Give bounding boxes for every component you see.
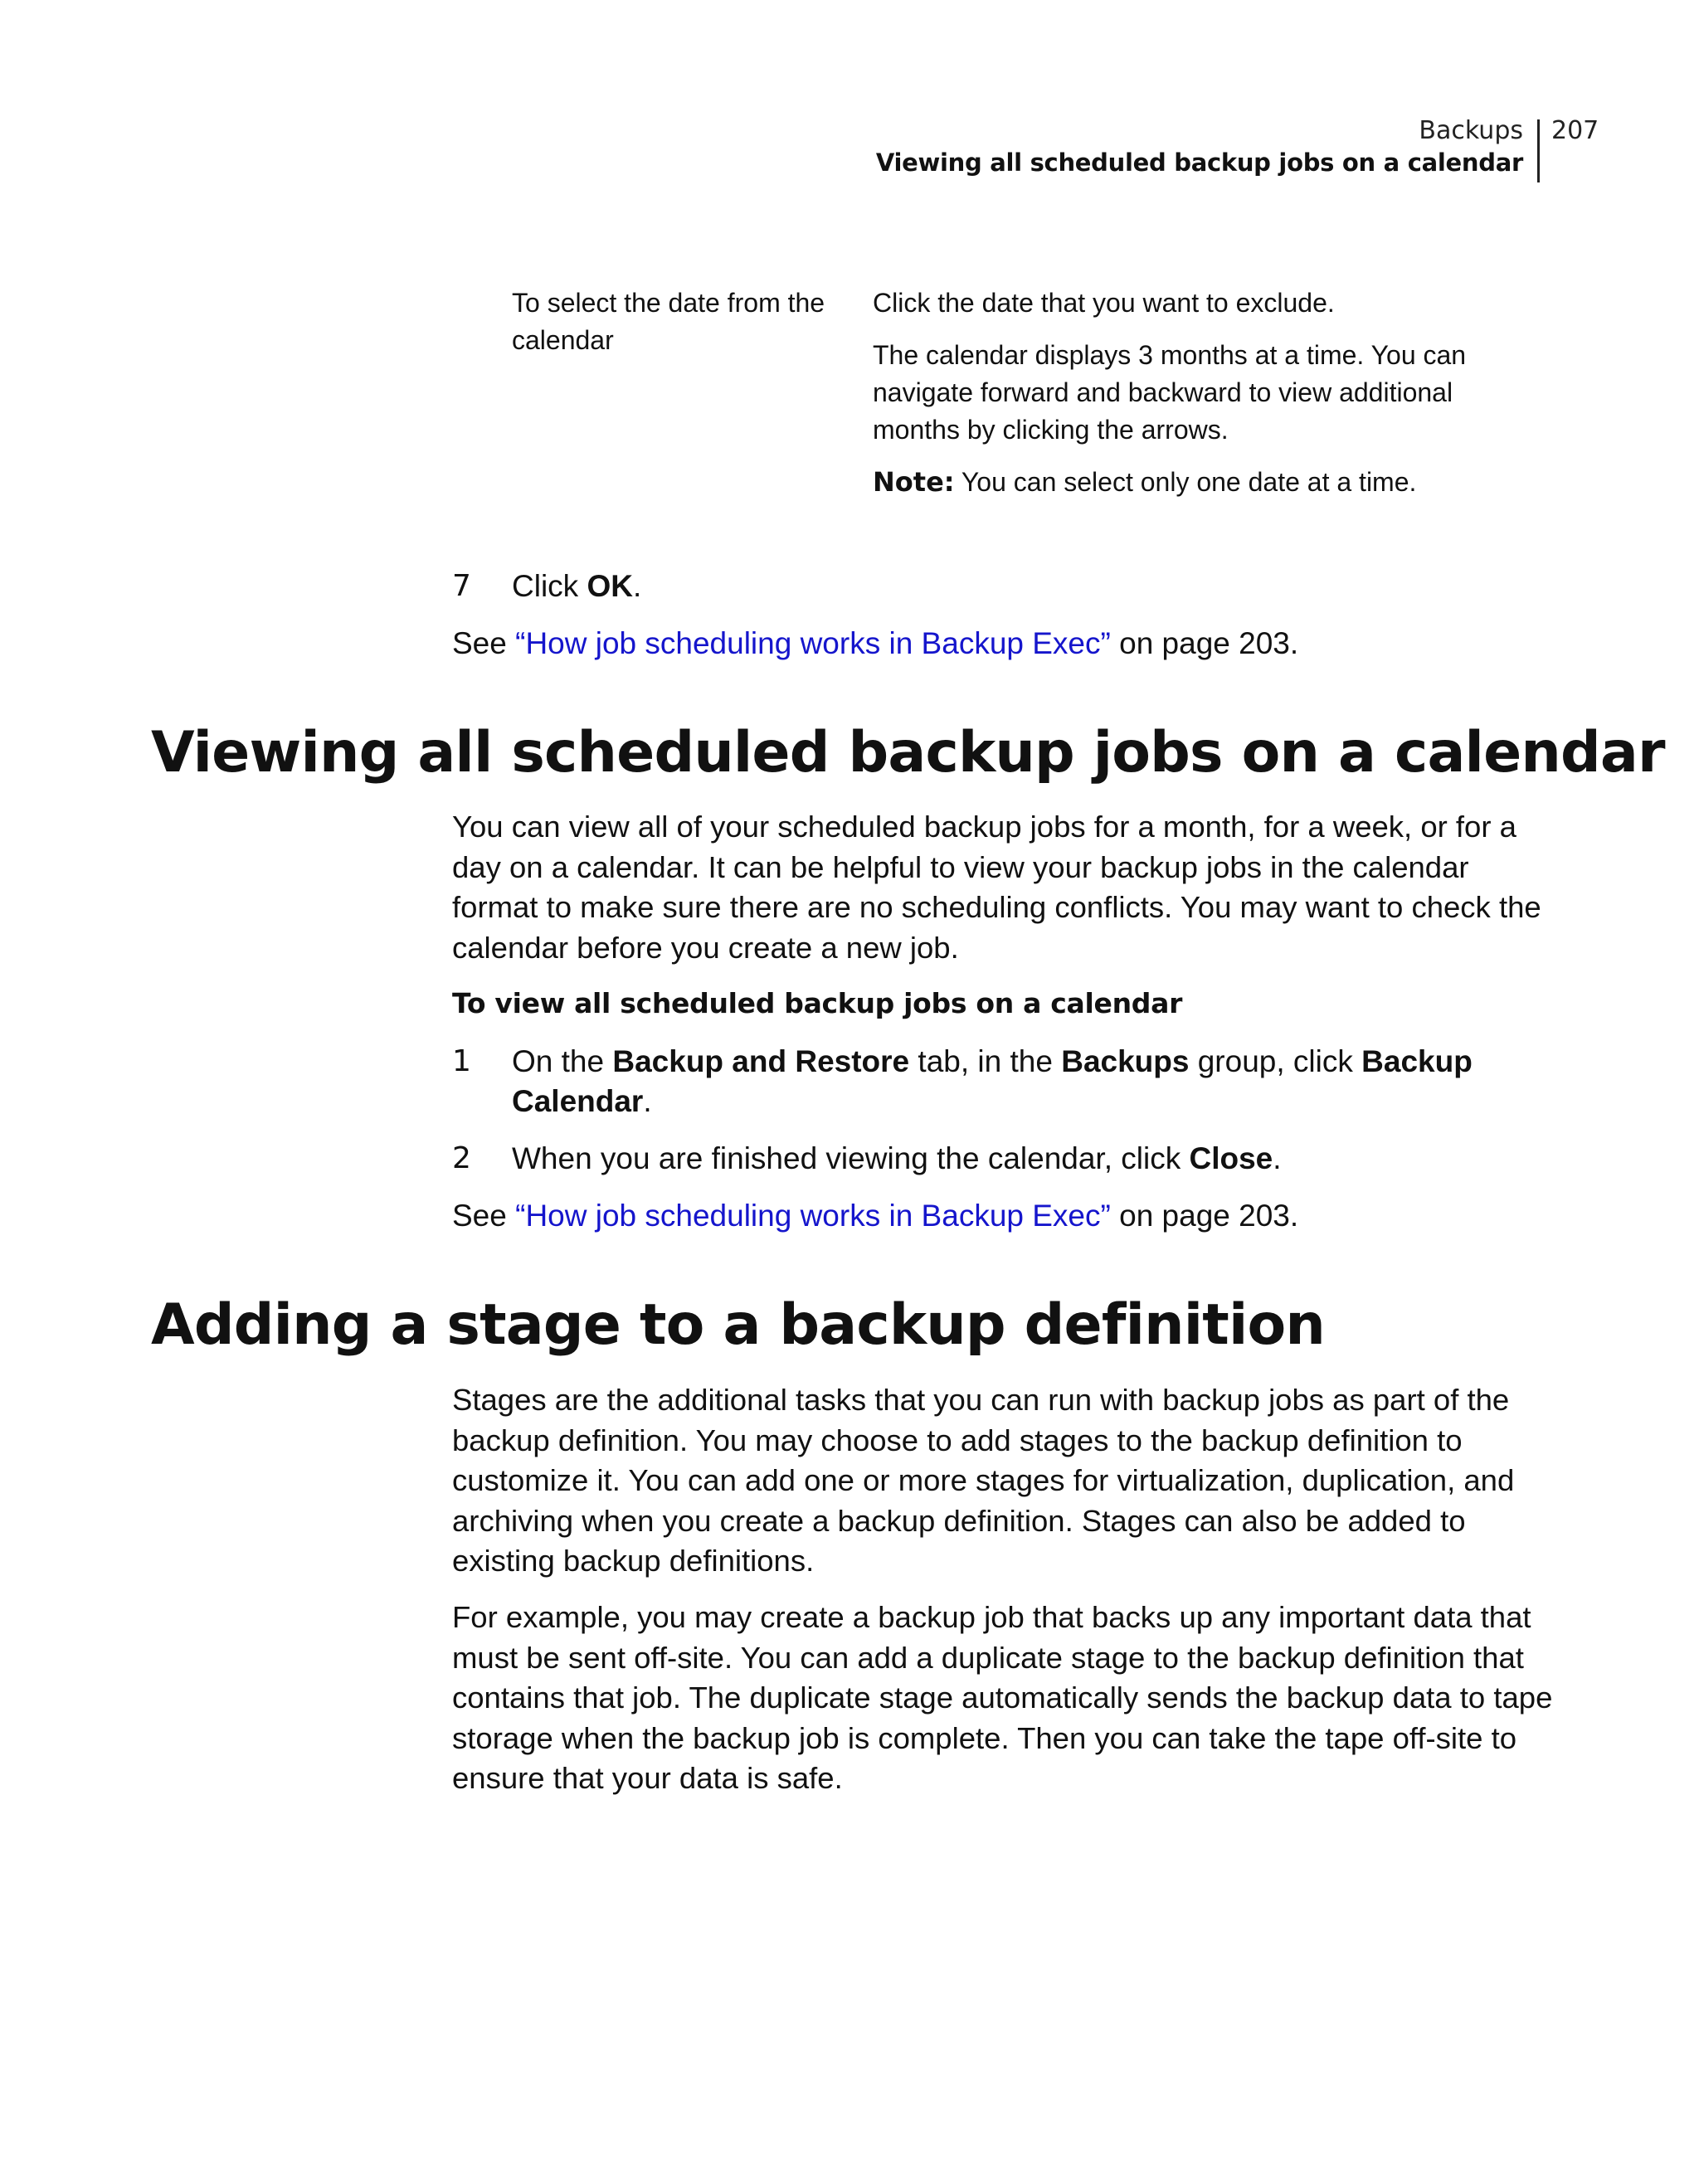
see-suffix: on page 203. [1110, 1199, 1299, 1233]
stage-paragraph-2: For example, you may create a backup job that backs up any important data that must be sent off-site. You can add a duplicate stage to the backup definition that contains that job. The duplicate stage automatically sends the backup data to tape storage when the backup job is complete. Then you can take the tape off-site to ensure that your data is safe. [452, 1600, 1553, 1795]
calendar-intro-paragraph: You can view all of your scheduled backup jobs for a month, for a week, or for a day on a calendar. It can be helpful to view your backup jobs in the calendar format to make sure there are no scheduling conflicts. You may want to check the calendar before you create a new job. [452, 810, 1541, 965]
header-section-title: Viewing all scheduled backup jobs on a calendar [875, 148, 1523, 177]
step-1 [452, 1042, 1555, 1121]
step-text-end: . [643, 1084, 652, 1118]
option-table-description [873, 285, 1503, 516]
group-ref: Backups [1061, 1044, 1190, 1078]
step-text: group, click [1189, 1044, 1362, 1078]
running-header [876, 115, 1523, 178]
header-divider [1537, 119, 1540, 182]
ok-button-ref: OK [587, 569, 633, 603]
step-number: 2 [452, 1141, 471, 1175]
procedure-title: To view all scheduled backup jobs on a calendar [452, 987, 1183, 1019]
header-section-name: Backups [1419, 116, 1523, 145]
section-heading-stage: Adding a stage to a backup definition [151, 1292, 1326, 1358]
note-text: You can select only one date at a time. [954, 467, 1417, 497]
step-text: Click [512, 569, 587, 603]
see-prefix: See [452, 1199, 516, 1233]
step-number: 1 [452, 1044, 471, 1078]
step-text: On the [512, 1044, 613, 1078]
command-ref: Backup Calendar [512, 1044, 1473, 1118]
step-text: tab, in the [909, 1044, 1062, 1078]
cross-reference [452, 1196, 1298, 1236]
step-text-end: . [1273, 1141, 1282, 1175]
stage-paragraph-1: Stages are the additional tasks that you can run with backup jobs as part of the backup definition. You may choose to add stages to the backup definition to customize it. You can add one or more stages for virtualization, duplication, and archiving when you create a backup definition. Stages can also be added to existing backup definitions. [452, 1383, 1515, 1578]
see-suffix: on page 203. [1110, 626, 1299, 660]
see-prefix: See [452, 626, 516, 660]
command-ref: Close [1189, 1141, 1273, 1175]
tab-ref: Backup and Restore [612, 1044, 910, 1078]
option-note [873, 464, 1503, 501]
step-text: When you are finished viewing the calendar, click [512, 1141, 1190, 1175]
cross-reference [452, 624, 1298, 664]
cross-reference-link[interactable]: “How job scheduling works in Backup Exec” [515, 1199, 1111, 1233]
step-2 [452, 1139, 1555, 1179]
option-desc-line-2: The calendar displays 3 months at a time. You can navigate forward and backward to view additional months by clicking the arrows. [873, 340, 1467, 445]
option-desc-line-1: Click the date that you want to exclude. [873, 288, 1335, 318]
note-label: Note: [873, 466, 955, 498]
step-number: 7 [452, 569, 471, 603]
section-heading-calendar: Viewing all scheduled backup jobs on a calendar [151, 720, 1665, 786]
cross-reference-link[interactable]: “How job scheduling works in Backup Exec” [515, 626, 1111, 660]
step-7 [452, 567, 1555, 606]
step-text-end: . [632, 569, 642, 603]
option-table-label: To select the date from the calendar [512, 288, 825, 355]
page-number: 207 [1551, 116, 1599, 145]
